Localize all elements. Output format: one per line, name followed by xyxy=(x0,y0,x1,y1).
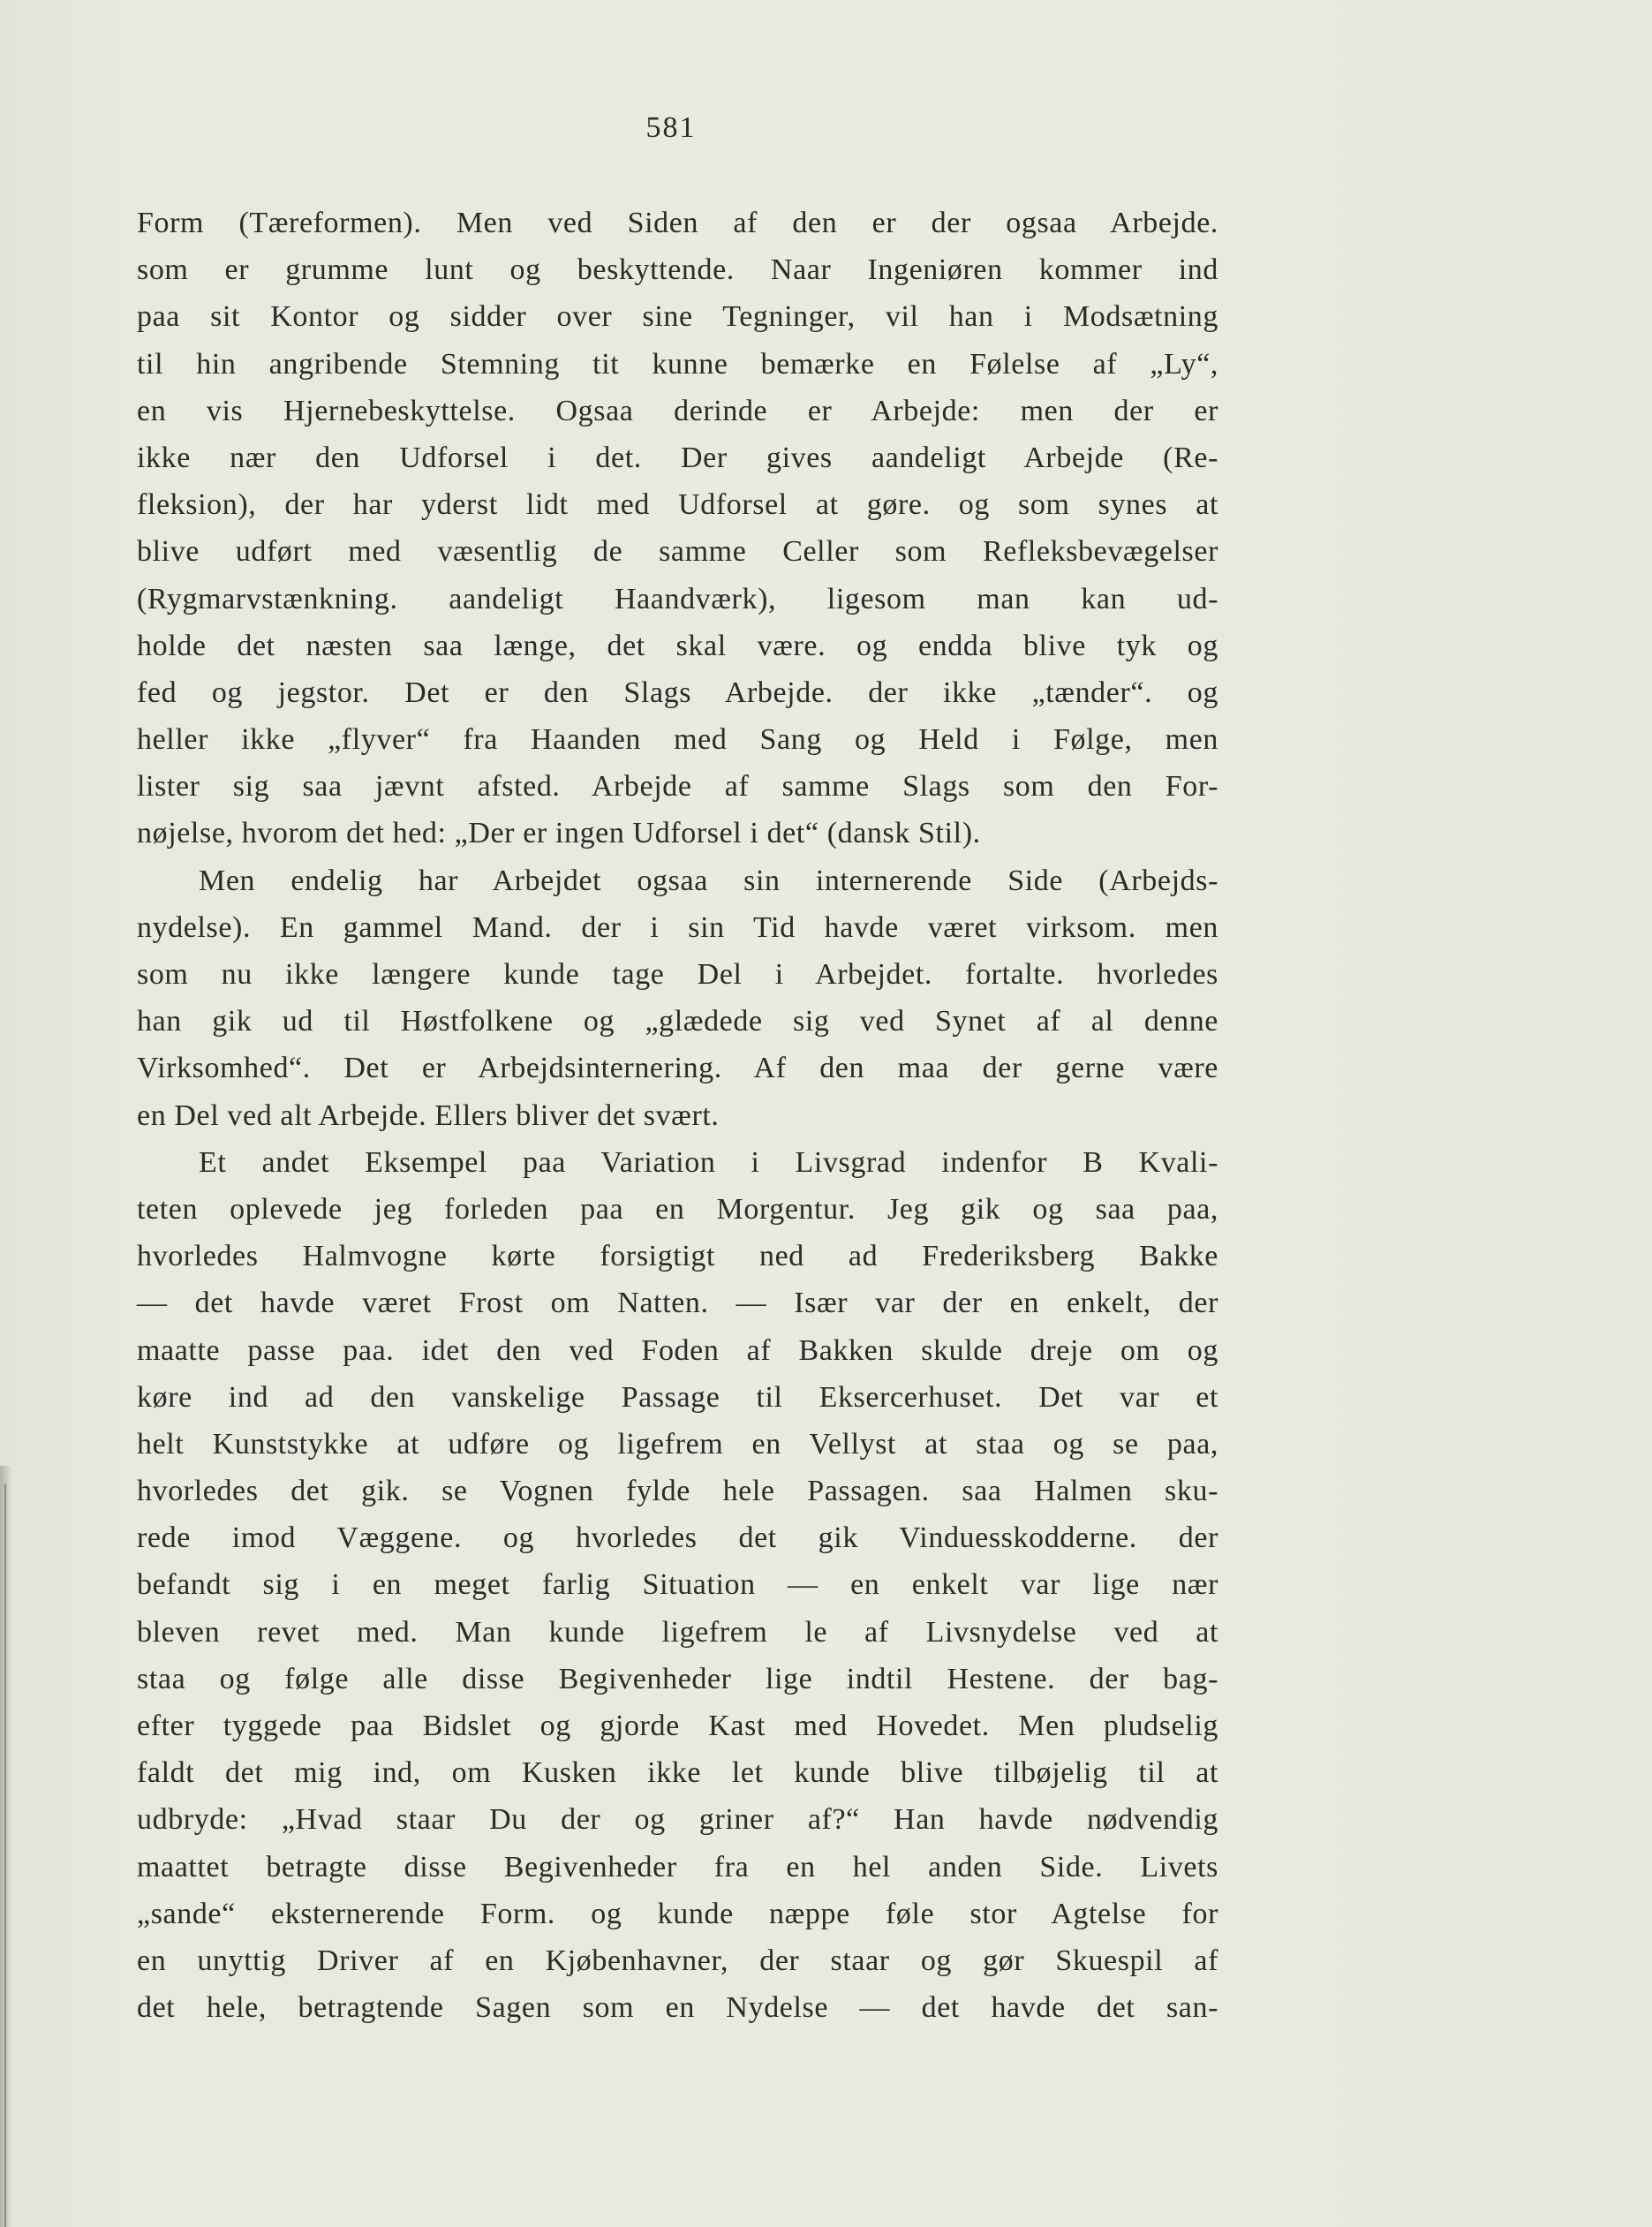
text-line: Men endelig har Arbejdet ogsaa sin internerende Side (Arbejds- xyxy=(199,864,1218,897)
text-line: blive udført med væsentlig de samme Celler som Refleksbevægelser xyxy=(137,535,1218,569)
text-line: heller ikke „flyver“ fra Haanden med Sang og Held i Følge, men xyxy=(137,723,1218,757)
text-line: (Rygmarvstænkning. aandeligt Haandværk), ligesom man kan ud- xyxy=(137,582,1218,615)
text-line: Virksomhed“. Det er Arbejdsinternering. Af den maa der gerne være xyxy=(137,1052,1218,1085)
text-line: staa og følge alle disse Begivenheder lige indtil Hestene. der bag- xyxy=(137,1662,1218,1695)
text-line: køre ind ad den vanskelige Passage til Eksercerhuset. Det var et xyxy=(137,1380,1218,1414)
text-line: som er grumme lunt og beskyttende. Naar Ingeniøren kommer ind xyxy=(137,253,1218,287)
text-line: helt Kunststykke at udføre og ligefrem en Vellyst at staa og se paa, xyxy=(137,1427,1218,1461)
text-line: ikke nær den Udforsel i det. Der gives aandeligt Arbejde (Re- xyxy=(137,441,1218,474)
text-line: det hele, betragtende Sagen som en Nydelse — det havde det san- xyxy=(137,1991,1218,2025)
text-line: maatte passe paa. idet den ved Foden af Bakken skulde dreje om og xyxy=(137,1333,1218,1367)
text-line: — det havde været Frost om Natten. — Især var der en enkelt, der xyxy=(137,1287,1218,1320)
binding-edge xyxy=(4,1483,6,2227)
text-line: som nu ikke længere kunde tage Del i Arbejdet. fortalte. hvorledes xyxy=(137,958,1218,991)
text-line: bleven revet med. Man kunde ligefrem le af Livsnydelse ved at xyxy=(137,1615,1218,1649)
text-line: Et andet Eksempel paa Variation i Livsgrad indenfor B Kvali- xyxy=(199,1145,1218,1179)
text-line: lister sig saa jævnt afsted. Arbejde af samme Slags som den For- xyxy=(137,770,1218,804)
text-line: nøjelse, hvorom det hed: „Der er ingen Udforsel i det“ (dansk Stil). xyxy=(137,817,981,850)
text-line: udbryde: „Hvad staar Du der og griner af?“ Han havde nødvendig xyxy=(137,1803,1218,1837)
text-line: faldt det mig ind, om Kusken ikke let kunde blive tilbøjelig til at xyxy=(137,1756,1218,1790)
text-line: Form (Tæreformen). Men ved Siden af den er der ogsaa Arbejde. xyxy=(137,207,1218,239)
text-line: holde det næsten saa længe, det skal være. og endda blive tyk og xyxy=(137,629,1218,662)
text-line: en Del ved alt Arbejde. Ellers bliver det svært. xyxy=(137,1098,720,1132)
text-line: maattet betragte disse Begivenheder fra en hel anden Side. Livets xyxy=(137,1850,1218,1884)
text-line: befandt sig i en meget farlig Situation — en enkelt var lige nær xyxy=(137,1568,1218,1602)
text-line: paa sit Kontor og sidder over sine Tegninger, vil han i Modsætning xyxy=(137,300,1218,334)
text-line: fed og jegstor. Det er den Slags Arbejde. der ikke „tænder“. og xyxy=(137,676,1218,709)
text-line: efter tyggede paa Bidslet og gjorde Kast med Hovedet. Men pludselig xyxy=(137,1710,1218,1742)
text-line: hvorledes det gik. se Vognen fylde hele Passagen. saa Halmen sku- xyxy=(137,1475,1218,1508)
text-line: en vis Hjernebeskyttelse. Ogsaa derinde er Arbejde: men der er xyxy=(137,394,1218,427)
binding-shadow xyxy=(0,1466,12,2227)
text-line: til hin angribende Stemning tit kunne bemærke en Følelse af „Ly“, xyxy=(137,347,1218,381)
text-line: han gik ud til Høstfolkene og „glædede sig ved Synet af al denne xyxy=(137,1005,1218,1038)
text-line: „sande“ eksternerende Form. og kunde næppe føle stor Agtelse for xyxy=(137,1897,1218,1930)
text-line: nydelse). En gammel Mand. der i sin Tid havde været virksom. men xyxy=(137,910,1218,944)
text-line: en unyttig Driver af en Kjøbenhavner, der staar og gør Skuespil af xyxy=(137,1944,1218,1977)
page-number: 581 xyxy=(645,111,697,144)
text-line: hvorledes Halmvogne kørte forsigtigt ned ad Frederiksberg Bakke xyxy=(137,1240,1218,1273)
text-line: teten oplevede jeg forleden paa en Morgentur. Jeg gik og saa paa, xyxy=(137,1192,1218,1226)
body-text xyxy=(137,200,1218,2031)
text-line: fleksion), der har yderst lidt med Udforsel at gøre. og som synes at xyxy=(137,488,1218,522)
text-line: rede imod Væggene. og hvorledes det gik Vinduesskodderne. der xyxy=(137,1521,1218,1555)
